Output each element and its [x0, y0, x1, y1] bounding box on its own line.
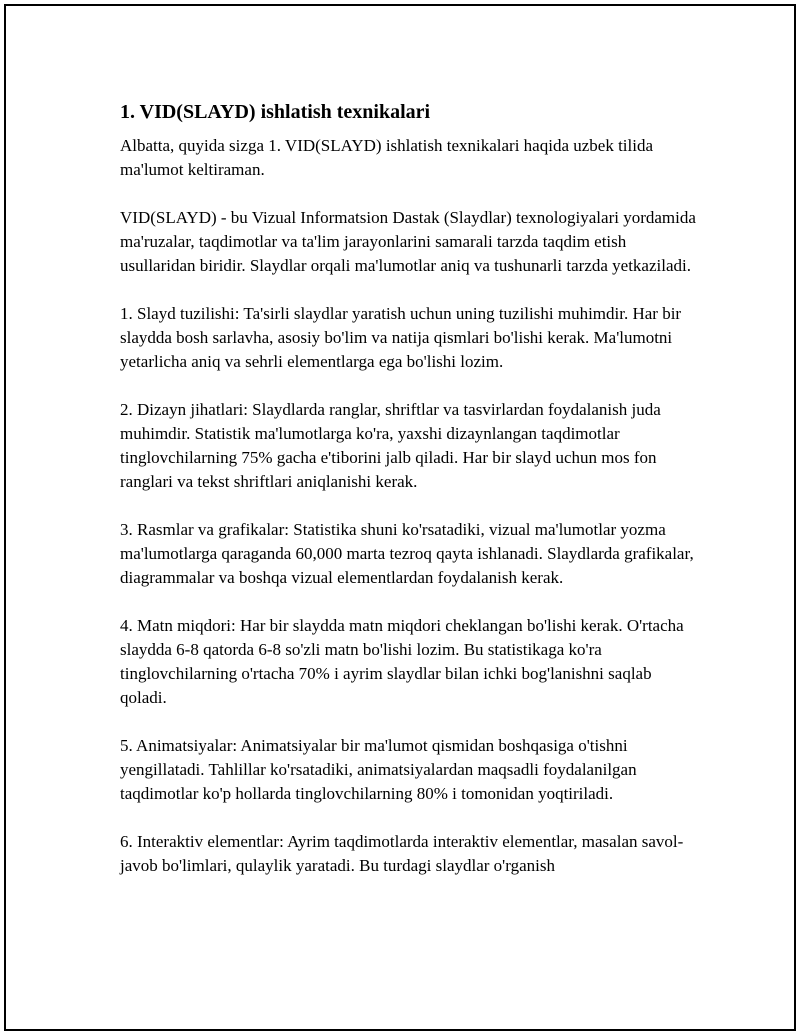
paragraph-animations: 5. Animatsiyalar: Animatsiyalar bir ma'lumot qismidan boshqasiga o'tishni yengillatadi. Tahlillar ko'rsatadiki, animatsiyalardan maqsadli foydalanilgan taqdimotlar ko'p hollarda tinglovchilarning 80% i tomonidan yoqtiriladi.: [120, 736, 637, 803]
paragraph-slide-structure: 1. Slayd tuzilishi: Ta'sirli slaydlar yaratish uchun uning tuzilishi muhimdir. Har bir slaydda bosh sarlavha, asosiy bo'lim va natija qismlari bo'lishi kerak. Ma'lumotni yetarlicha aniq va sehrli elementlarga ega bo'lishi lozim.: [120, 304, 682, 371]
document-title: 1. VID(SLAYD) ishlatish texnikalari: [120, 101, 431, 123]
paragraph-design-aspects: 2. Dizayn jihatlari: Slaydlarda ranglar, shriftlar va tasvirlardan foydalanish juda muhimdir. Statistik ma'lumotlarga ko'ra, yaxshi dizaynlangan taqdimotlar tinglovchilarning 75% gacha e'tiborini jalb qiladi. Har bir slayd uchun mos fon ranglari va tekst shriftlari aniqlanishi kerak.: [120, 400, 661, 491]
paragraph-text-amount: 4. Matn miqdori: Har bir slaydda matn miqdori cheklangan bo'lishi kerak. O'rtacha slaydda 6-8 qatorda 6-8 so'zli matn bo'lishi lozim. Bu statistikaga ko'ra tinglovchilarning o'rtacha 70% i ayrim slaydlar bilan ichki bog'lanishni saqlab qoladi.: [120, 616, 684, 707]
document-body: [120, 99, 700, 902]
page-frame: [4, 4, 796, 1031]
paragraph-intro: Albatta, quyida sizga 1. VID(SLAYD) ishlatish texnikalari haqida uzbek tilida ma'lumot keltiraman.: [120, 136, 654, 179]
paragraph-images-graphics: 3. Rasmlar va grafikalar: Statistika shuni ko'rsatadiki, vizual ma'lumotlar yozma ma'lumotlarga qaraganda 60,000 marta tezroq qayta ishlanadi. Slaydlarda grafikalar, diagrammalar va boshqa vizual elementlardan foydalanish kerak.: [120, 520, 694, 587]
paragraph-interactive-elements: 6. Interaktiv elementlar: Ayrim taqdimotlarda interaktiv elementlar, masalan savol-javob bo'limlari, qulaylik yaratadi. Bu turdagi slaydlar o'rganish: [120, 832, 684, 875]
paragraph-definition: VID(SLAYD) - bu Vizual Informatsion Dastak (Slaydlar) texnologiyalari yordamida ma'ruzalar, taqdimotlar va ta'lim jarayonlarini samarali tarzda taqdim etish usullaridan biridir. Slaydlar orqali ma'lumotlar aniq va tushunarli tarzda yetkaziladi.: [120, 208, 696, 275]
